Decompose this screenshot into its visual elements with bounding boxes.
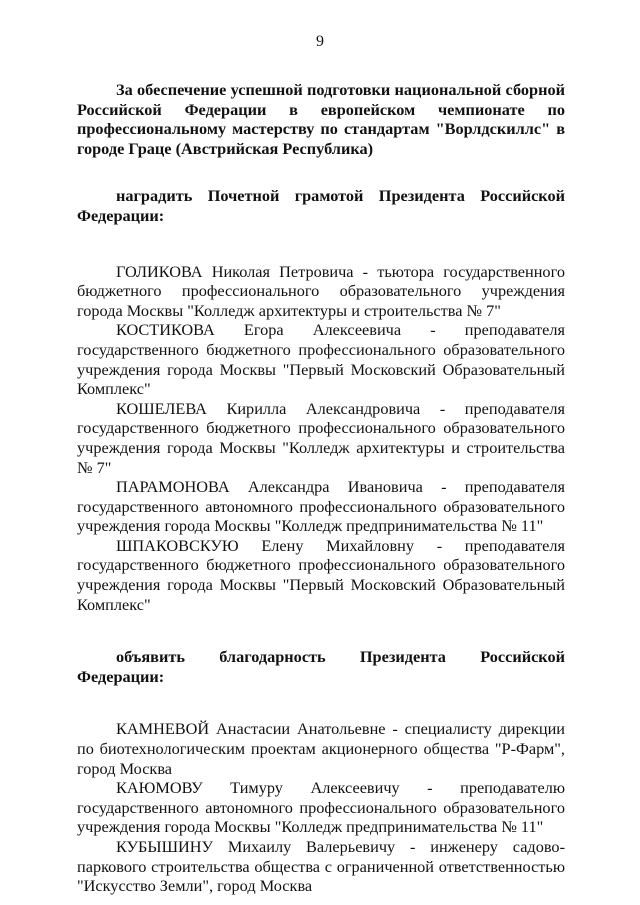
recipient-entry: КОШЕЛЕВА Кирилла Александровича - преподавателя государственного бюджетного профессионального образовательного учреждения города Москвы "Колледж архитектуры и строительства № 7" xyxy=(77,398,565,477)
section-heading: За обеспечение успешной подготовки национальной сборной Российской Федерации в европейском чемпионате по профессиональному мастерству по стандартам "Ворлдскиллс" в городе Граце (Австрийская Республика) xyxy=(77,80,565,158)
recipient-entry: ПАРАМОНОВА Александра Ивановича - преподавателя государственного автономного профессионального образовательного учреждения города Москвы "Колледж предпринимательства № 11" xyxy=(77,477,565,536)
award-directive-gratitude: объявить благодарность Президента Российской Федерации: xyxy=(77,647,565,686)
recipient-entry: ГОЛИКОВА Николая Петровича - тьютора государственного бюджетного профессионального образовательного учреждения города Москвы "Колледж архитектуры и строительства № 7" xyxy=(77,261,565,320)
award-directive-certificate: наградить Почетной грамотой Президента Российской Федерации: xyxy=(77,186,565,225)
recipient-entry: КАМНЕВОЙ Анастасии Анатольевне - специалисту дирекции по биотехнологическим проектам акционерного общества "Р-Фарм", город Москва xyxy=(77,719,565,778)
recipient-entry: КУБЫШИНУ Михаилу Валерьевичу - инженеру садово-паркового строительства общества с ограниченной ответственностью "Искусство Земли", город Москва xyxy=(77,837,565,896)
page-number: 9 xyxy=(316,33,324,50)
recipient-entry: КАЮМОВУ Тимуру Алексеевичу - преподавателю государственного автономного профессионального образовательного учреждения города Москвы "Колледж предпринимательства № 11" xyxy=(77,778,565,837)
recipient-entry: ШПАКОВСКУЮ Елену Михайловну - преподавателя государственного бюджетного профессионального образовательного учреждения города Москвы "Первый Московский Образовательный Комплекс" xyxy=(77,535,565,614)
document-body xyxy=(77,80,565,896)
gratitude-recipients-list xyxy=(77,719,565,895)
recipient-entry: КОСТИКОВА Егора Алексеевича - преподавателя государственного бюджетного профессионального образовательного учреждения города Москвы "Первый Московский Образовательный Комплекс" xyxy=(77,320,565,399)
certificate-recipients-list xyxy=(77,262,565,615)
